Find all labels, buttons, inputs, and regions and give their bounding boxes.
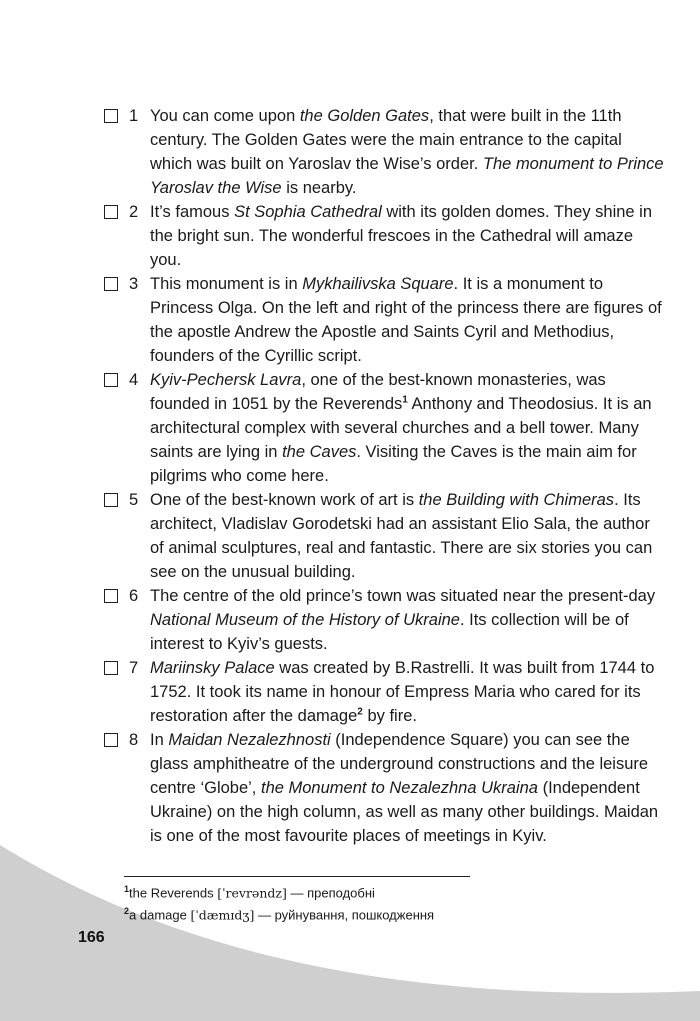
text-run: (Independence Square) you can see the glass amphitheatre of the underground constructions and the leisure centre ‘Globe’, [150,731,649,797]
footnotes [124,880,434,925]
text-run: You can come upon [150,107,300,125]
text-run: One of the best-known work of art is [150,491,419,509]
italic-text: National Museum of the History of Ukraine [150,611,460,629]
item-text [150,728,664,848]
text-run: It’s famous [150,203,235,221]
text-run: was created by B.Rastrelli. It was built from 1744 to 1752. It took its name in honour of Empress Maria who cared for its restoration after the damage [150,659,655,725]
checkbox[interactable] [104,733,118,747]
item-number: 4 [129,371,139,389]
item-number: 3 [129,275,139,293]
footnote-term: a damage [129,907,187,923]
footnote-transcription: [ˈdæmɪdʒ] [190,907,255,923]
footnote-mark: 1 [402,394,408,406]
footnote-mark: 2 [124,906,130,917]
page-number: 166 [78,929,105,946]
text-run: (Independent Ukraine) on the high column, as well as many other buildings. Maidan is one of the most favourite places of meetings in Kyiv. [150,779,659,845]
text-run: Anthony and Theodosius. It is an architectural complex with several churches and a bell tower. Many saints are lying in [150,395,652,461]
italic-text: St Sophia Cathedral [234,203,382,221]
footnote-translation: — руйнування, пошкодження [257,907,435,923]
text-run: This monument is in [150,275,303,293]
text-run: , one of the best-known monasteries, was founded in 1051 by the Reverends [150,371,606,413]
footnote-term: the Reverends [129,885,214,901]
list-item [104,272,664,368]
text-run: is nearby. [281,179,357,197]
list-item [104,104,664,200]
item-number: 6 [129,587,139,605]
italic-text: the Caves [282,443,357,461]
list-item [104,200,664,272]
list-item [104,728,664,848]
list-item [104,584,664,656]
footnote [124,902,434,924]
text-run: The centre of the old prince’s town was situated near the present-day [150,587,656,605]
text-run: . Its collection will be of interest to Kyiv’s guests. [150,611,629,653]
checkbox[interactable] [104,277,118,291]
italic-text: the Monument to Nezalezhna Ukraina [260,779,538,797]
checkbox[interactable] [104,109,118,123]
text-run: . It is a monument to Princess Olga. On the left and right of the princess there are figures of the apostle Andrew the Apostle and Saints Cyril and Methodius, founders of the Cyrillic script. [150,275,662,365]
text-run: In [150,731,169,749]
footnote-divider [124,876,470,877]
item-text [150,488,664,584]
item-number: 1 [129,107,139,125]
item-text [150,368,664,488]
item-text [150,200,664,272]
swoosh-shape [0,845,700,1021]
text-run: , that were built in the 11th century. The Golden Gates were the main entrance to the capital which was built on Yaroslav the Wise’s order. [150,107,622,173]
text-run: . Visiting the Caves is the main aim for pilgrims who come here. [150,443,637,485]
footnote-translation: — преподобні [290,885,375,901]
item-number: 7 [129,659,139,677]
checkbox[interactable] [104,589,118,603]
footnote-transcription: [ˈrevrəndz] [217,885,287,901]
italic-text: the Building with Chimeras [418,491,615,509]
text-run: . Its architect, Vladislav Gorodetski had an assistant Elio Sala, the author of animal sculptures, real and fantastic. There are six stories you can see on the unusual building. [150,491,653,581]
footnote [124,880,434,902]
text-run: with its golden domes. They shine in the bright sun. The wonderful frescoes in the Cathedral will amaze you. [150,203,653,269]
text-run: by fire. [362,707,417,725]
italic-text: Mariinsky Palace [150,659,275,677]
item-number: 2 [129,203,139,221]
checkbox[interactable] [104,493,118,507]
item-text [150,104,664,200]
footnote-mark: 1 [124,884,130,894]
item-number: 8 [129,731,139,749]
item-text [150,272,664,368]
italic-text: the Golden Gates [299,107,430,125]
italic-text: Maidan Nezalezhnosti [168,731,331,749]
italic-text: Kyiv-Pechersk Lavra [150,371,302,389]
item-text [150,584,664,656]
item-number: 5 [129,491,139,509]
checkbox[interactable] [104,373,118,387]
item-text [150,656,664,728]
list-item [104,368,664,488]
italic-text: Mykhailivska Square [302,275,454,293]
italic-text: The monument to Prince Yaroslav the Wise [150,155,664,197]
footnote-mark: 2 [357,706,363,718]
list-item [104,488,664,584]
list-item [104,656,664,728]
monument-list [104,104,664,848]
checkbox[interactable] [104,661,118,675]
checkbox[interactable] [104,205,118,219]
